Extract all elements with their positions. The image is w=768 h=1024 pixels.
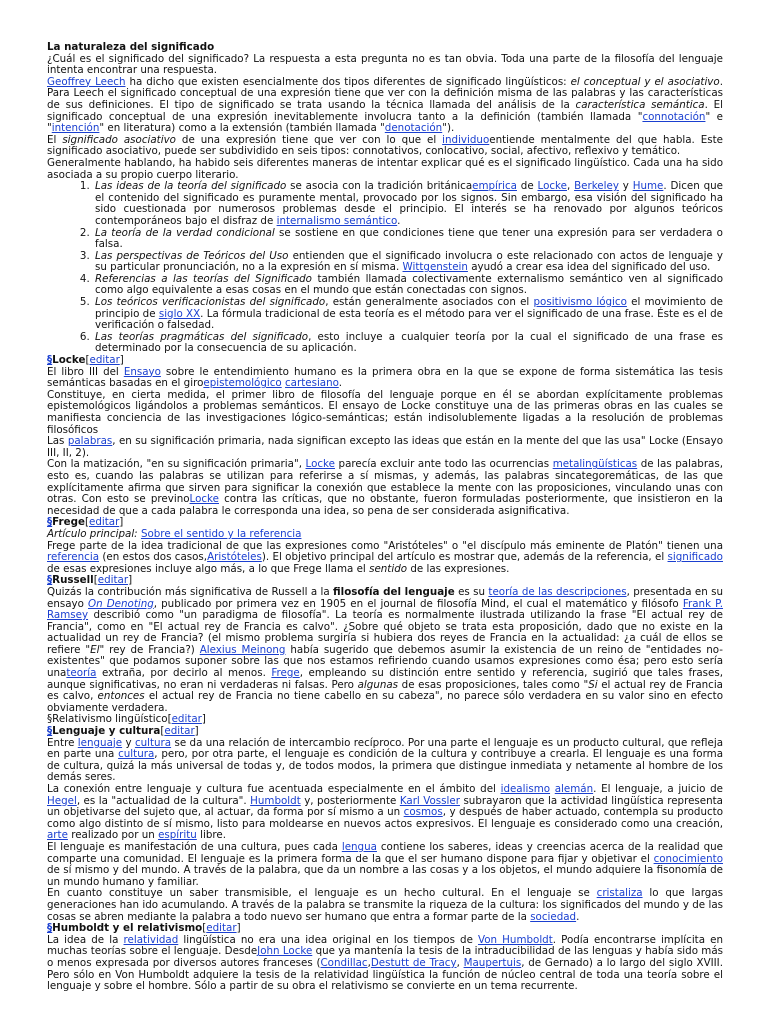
text: , de Gernado) a lo largo del siglo XVIII. Pero sólo en Von Humboldt adquiere la tesis de la relatividad lingüística la función de núcleo central de toda una teoría sobre el lenguaje y sobre el hombre. Sólo a partir de su obra el relativismo se convierte en un tema recurrente.: [47, 956, 723, 993]
link-metalinguisticas[interactable]: metalingüísticas: [552, 458, 638, 471]
text: .: [397, 214, 401, 227]
text: filosofía del lenguaje: [333, 585, 455, 598]
text: contiene los saberes, ideas y creencias acerca de la realidad que comparte una comunidad. El lenguaje es la primera forma de la que el ser humano dispone para fijar y objetivar el: [47, 840, 723, 865]
text: algunas: [357, 678, 399, 691]
list-item: [93, 251, 723, 274]
locke-paragraph-4: [47, 459, 723, 517]
text: y: [122, 736, 135, 749]
text: Lenguaje y cultura: [52, 725, 161, 738]
text: " en literatura) como a la extensión (también llamada ": [99, 122, 385, 135]
link-individuo[interactable]: individuo: [442, 133, 490, 146]
section-anchor[interactable]: §: [47, 574, 53, 587]
text: . El lenguaje, a juicio de: [593, 783, 723, 795]
text: de las expresiones.: [407, 562, 510, 575]
link-cosmos[interactable]: cosmos: [403, 806, 443, 819]
link-john-locke[interactable]: John Locke: [257, 945, 313, 958]
text: y, posteriormente: [300, 794, 400, 807]
text: " e ": [47, 110, 723, 135]
text: lingüística no era una idea original en los tiempos de: [178, 933, 479, 946]
text: .: [338, 377, 343, 390]
text: significado asociativo: [62, 133, 176, 146]
link-humboldt[interactable]: Humboldt: [250, 794, 301, 807]
link-locke[interactable]: Locke: [189, 493, 219, 506]
list-item: [93, 181, 723, 227]
text: libre.: [196, 829, 226, 842]
text: parecía excluir ante todo las ocurrencias: [334, 458, 553, 471]
general-paragraph: Generalmente hablando, ha habido seis diferentes maneras de intentar explicar qué es el significado lingüístico. Cada una ha sido asociada a su propio cuerpo literario.: [47, 156, 723, 181]
link-cultura[interactable]: cultura: [134, 736, 172, 749]
link-idealismo[interactable]: idealismo: [500, 783, 551, 795]
text: es su: [454, 585, 489, 598]
locke-paragraph-3: [47, 436, 723, 459]
text: (en estos dos casos,: [99, 551, 208, 564]
text: [editar]: [84, 516, 124, 529]
link-teoria-descripciones[interactable]: teoría de las descripciones: [488, 585, 627, 598]
text: entonces: [97, 690, 145, 703]
link-positivismo-logico[interactable]: positivismo lógico: [533, 296, 627, 309]
link-destutt-de-tracy[interactable]: Destutt de Tracy: [370, 956, 457, 969]
edit-link-cultura[interactable]: editar: [164, 725, 195, 738]
text: de una expresión tiene que ver con lo que el: [175, 133, 443, 146]
text: de las palabras, esto es, cuando las palabras se utilizan para referirse a sí mismas, y además, las palabras sincategoremáticas, de las que explícitamente afirma que sirven para significar la conexión que establece la mente con las proposiciones, vinculando unas con otras. Con esto se previno: [47, 458, 723, 506]
text: Frege parte de la idea tradicional de que las expresiones como "Aristóteles" o "el discípulo más eminente de Platón" tienen una: [47, 539, 723, 552]
locke-paragraph-2: Constituye, en cierta medida, el primer libro de filosofía del lenguaje porque en él se abordan explícitamente problemas epistemológicos ligándolos a problemas semánticos. El ensayo de Locke constituye una de las primeras obras en las cuales se manifiesta conciencia de las investigaciones lógico-semánticas; están indisolublemente ligadas a la resolución de problemas filosóficos: [47, 388, 723, 436]
list-item: [93, 297, 723, 332]
text: ,: [456, 956, 464, 969]
link-referencia[interactable]: referencia: [47, 551, 100, 564]
text: " rey de Francia?): [99, 643, 200, 656]
text: de: [516, 180, 538, 193]
cultura-paragraph-1: [47, 738, 723, 784]
link-frege[interactable]: Frege: [271, 667, 300, 680]
section-anchor[interactable]: §: [47, 354, 53, 367]
text: Los teóricos verificacionistas del significado: [95, 296, 326, 309]
text: Las ideas de la teoría del significado: [95, 180, 287, 193]
link-epistemologico[interactable]: epistemológico: [203, 377, 282, 390]
text: , y después de haber actuado, contempla su producto como algo distinto de sí mismo, listo para moldearse en nuevos actos expresivos. El lenguaje es considerado como una creación,: [47, 806, 723, 830]
text: [editar]: [85, 354, 124, 367]
text: entiende mentalmente del que habla. Este significado asociativo, puede ser subdividido en seis tipos: connotativos, conlocativo, social, afectivo, reflexivo y temático.: [47, 133, 723, 158]
link-relatividad[interactable]: relatividad: [123, 933, 179, 946]
intro-paragraph: ¿Cuál es el significado del significado? La respuesta a esta pregunta no es tan obvia. Toda una parte de la filosofía del lenguaje intenta encontrar una respuesta.: [47, 52, 723, 77]
article-title: La naturaleza del significado: [47, 41, 215, 53]
link-aristoteles[interactable]: Aristóteles: [207, 551, 262, 564]
cultura-paragraph-2: [47, 784, 723, 842]
locke-paragraph-1: [47, 367, 723, 390]
link-locke[interactable]: Locke: [305, 458, 335, 471]
text: , publicado por primera vez en 1905 en el journal de filosofía Mind, el cual el matemático y filósofo: [153, 597, 683, 610]
link-significado[interactable]: significado: [667, 551, 723, 564]
text: Las perspectivas de Teóricos del Uso: [95, 249, 289, 262]
text: Entre: [47, 736, 78, 749]
link-espiritu[interactable]: espíritu: [158, 829, 197, 842]
link-palabras[interactable]: palabras: [67, 435, 113, 448]
link-cartesiano[interactable]: cartesiano: [285, 377, 339, 390]
asociativo-paragraph: [47, 135, 723, 158]
text: El lenguaje es manifestación de una cultura, pues cada: [47, 840, 342, 853]
text: El libro III del: [47, 365, 124, 378]
text: , pero, por otra parte, el lenguaje es condición de la cultura y contribuye a crearla. El lenguaje es una forma de cultura, quizá la más universal de todas y, de todos modos, la primera que distingue inmediata y netamente al hombre de los demás seres.: [47, 748, 723, 784]
text: de esas proposiciones, tales como ": [398, 678, 589, 691]
text: , es la "actualidad de la cultura".: [76, 794, 251, 807]
text: , en su significación primaria, nada significan excepto las ideas que están en la mente del que las usa" Locke (Ensayo III, II, 2).: [47, 435, 723, 459]
edit-link-humboldt[interactable]: editar: [206, 922, 237, 935]
text: ,: [566, 180, 575, 193]
text: de sí mismo y del mundo. A través de la palabra, que da un nombre a las cosas y a los objetos, el mundo adquiere la fisonomía de un mundo humano y familiar.: [47, 864, 723, 888]
text: , presentada en su ensayo: [47, 585, 723, 610]
text: . Dicen que el contenido del significado es puramente mental, provocado por los signos. Sin embargo, esa visión del significado ha sido cuestionada por numerosos problemas desde el principio. El interés se ha renovado por algunos teóricos contemporáneos bajo el disfraz de: [95, 180, 723, 227]
text: lo que largas generaciones han ido acumulando. A través de la palabra se transmite la riqueza de la cultura: los significados del mundo y de las cosas se abren mediante la palabra a todo nuevo ser humano que entra a formar parte de la: [47, 887, 723, 923]
text: contra las críticas, que no obstante, fueron formuladas posteriormente, que insistieron en la necesidad de que a cada palabra le corresponda una idea, so pena de ser considerada asignificativa.: [47, 493, 723, 517]
text: . La fórmula tradicional de esta teoría es el método para ver el significado de una frase. Éste es el de verificación o falsedad.: [95, 307, 723, 332]
cultura-paragraph-3: [47, 842, 723, 888]
text: Artículo principal:: [47, 527, 138, 540]
text: Si: [588, 678, 598, 691]
section-anchor[interactable]: §: [47, 516, 53, 529]
text: subrayaron que la actividad lingüística representa un objetivarse del sujeto que, al actuar, da forma por sí mismo a un: [47, 794, 723, 819]
text: ").: [442, 122, 455, 135]
text: . Podía encontrarse implícita en muchas teorías sobre el lenguaje. Desde: [47, 933, 723, 958]
text: ha dicho que existen esencialmente dos tipos diferentes de significado lingüísticos:: [125, 75, 571, 88]
link-alexius-meinong[interactable]: Alexius Meinong: [199, 643, 286, 656]
text: entienden que el significado involucra o este relacionado con actos de lenguaje y su particular pronunciación, no a la expresión en sí misma.: [95, 249, 723, 274]
link-karl-vossler[interactable]: Karl Vossler: [399, 794, 460, 807]
text: [editar]: [93, 574, 133, 587]
text: de esas expresiones incluye algo más, a lo que Frege llama el: [47, 562, 370, 575]
text: sobre le entendimiento humano es la primera obra en la que se expone de forma sistemática las tesis semánticas basadas en el giro: [47, 365, 723, 390]
link-geoffrey-leech[interactable]: Geoffrey Leech: [47, 75, 126, 88]
link-hegel[interactable]: Hegel: [47, 794, 77, 807]
text: sentido: [369, 562, 408, 575]
text: La conexión entre lenguaje y cultura fue acentuada especialmente en el ámbito del: [47, 783, 501, 795]
text: .: [576, 910, 580, 923]
text: se da una relación de intercambio recíproco. Por una parte el lenguaje es un producto cultural, que refleja en parte una: [47, 736, 724, 761]
russell-paragraph: [47, 587, 723, 715]
link-lenguaje[interactable]: lenguaje: [77, 736, 123, 749]
link-ensayo[interactable]: Ensayo: [123, 365, 161, 378]
cultura-paragraph-4: [47, 888, 723, 923]
text: ayudó a crear esa idea del significado del uso.: [467, 261, 711, 274]
text: característica semántica: [575, 98, 705, 111]
text: se asocia con la tradición británica: [286, 180, 473, 193]
link-locke[interactable]: Locke: [537, 180, 567, 193]
text: que ya mantenía la tesis de la intraducibilidad de las lenguas y había sido más o menos expresada por diversos autores franceses (: [47, 945, 724, 969]
leech-paragraph: [47, 77, 723, 135]
link-siglo-xx[interactable]: siglo XX: [158, 307, 201, 320]
edit-link-locke[interactable]: editar: [89, 354, 120, 367]
relativismo-heading: §Relativismo lingüístico[editar]: [47, 713, 206, 726]
section-anchor[interactable]: §: [47, 922, 53, 935]
text: , están generalmente asociados con el: [325, 296, 534, 309]
humboldt-paragraph: [47, 935, 723, 993]
text: el conceptual y el asociativo: [570, 75, 720, 88]
edit-link-relativismo[interactable]: editar: [171, 713, 202, 726]
text: Referencias a las teorías del Significado: [95, 272, 312, 285]
text: Con la matización, "en su significación primaria",: [47, 458, 306, 471]
link-aleman[interactable]: alemán: [554, 783, 594, 795]
text: y: [618, 180, 633, 193]
link-berkeley[interactable]: Berkeley: [574, 180, 619, 193]
text: . El significado conceptual de una expresión inevitablemente involucra tanto a la definición (también llamada ": [47, 98, 723, 123]
link-cultura[interactable]: cultura: [118, 748, 155, 761]
text: también llamada colectivamente externalismo semántico ven al significado como algo equivalente a esas cosas en el mundo que están conectadas con signos.: [95, 272, 723, 297]
link-lengua[interactable]: lengua: [341, 840, 377, 853]
text: [editar]: [202, 922, 241, 935]
text: Humboldt y el relativismo: [52, 922, 203, 935]
link-frank-ramsey[interactable]: Frank P. Ramsey: [47, 597, 723, 622]
text: . Para Leech el significado conceptual de una expresión tiene que ver con la definición misma de las palabras y las características de sus definiciones. El tipo de significado se trata usando la técnica llamada del análisis de la: [47, 75, 723, 111]
text: el movimiento de principio de: [95, 296, 724, 320]
text: describió como "un paradigma de filosofía". La teoría es normalmente ilustrada utilizando la frase "El actual rey de Francia", como en "El actual rey de Francia es calvo". ¿Sobre qué objeto se trata esta proposición, dado que no existe en la actualidad un rey de Francia? (el mismo problema surgiría si hubiera dos reyes de Francia en la actualidad: ¿a cuál de ellos se refiere ": [47, 609, 723, 656]
text: realizado por un: [67, 829, 159, 842]
list-item: [93, 332, 723, 355]
link-arte[interactable]: arte: [47, 829, 68, 842]
text: el actual rey de Francia es calvo,: [47, 678, 723, 703]
link-hume[interactable]: Hume: [632, 180, 664, 193]
text: , empleando su distinción entre sentido y referencia, sugirió que tales frases, aunque significativas, no eran ni verdaderas ni falsas. Pero: [47, 667, 723, 691]
text: el actual rey de Francia no tiene cabello en su cabeza", no parece sólo verdadera en su valor sino en efecto obviamente verdadera.: [47, 690, 723, 714]
text: La idea de la: [47, 933, 124, 946]
link-conocimiento[interactable]: conocimiento: [653, 852, 723, 865]
edit-link-russell[interactable]: editar: [97, 574, 129, 587]
link-cristaliza[interactable]: cristaliza: [596, 887, 643, 900]
text: Russell: [52, 574, 94, 587]
link-condillac[interactable]: Condillac: [320, 956, 368, 969]
link-empirica[interactable]: empírica: [472, 180, 517, 193]
text: [editar]: [160, 725, 199, 738]
document: [47, 42, 723, 993]
link-connotacion[interactable]: connotación: [642, 110, 706, 123]
list-item: [93, 274, 723, 297]
text: , esto incluye a cualquier teoría por la cual el significado de una frase es determinado por la consecuencia de su aplicación.: [95, 330, 723, 355]
text: Frege: [52, 516, 85, 529]
text: ,: [367, 956, 371, 969]
link-wittgenstein[interactable]: Wittgenstein: [402, 261, 468, 274]
text: extraña, por decirlo al menos.: [96, 667, 272, 680]
link-von-humboldt[interactable]: Von Humboldt: [478, 933, 553, 946]
text: Locke: [52, 354, 86, 367]
link-sociedad[interactable]: sociedad: [530, 910, 577, 923]
list-item: [93, 228, 723, 251]
text: En cuanto constituye un saber transmisible, el lenguaje es un hecho cultural. En el lenguaje se: [47, 887, 597, 900]
link-on-denoting[interactable]: On Denoting: [88, 597, 154, 610]
text: §Relativismo lingüístico: [47, 713, 168, 726]
link-teoria[interactable]: teoría: [66, 667, 97, 680]
text: El: [47, 133, 63, 146]
link-sobre-el-sentido[interactable]: Sobre el sentido y la referencia: [140, 527, 302, 540]
edit-link-frege[interactable]: editar: [88, 516, 120, 529]
text: Las: [47, 435, 68, 448]
link-denotacion[interactable]: denotación: [384, 122, 443, 135]
link-internalismo-semantico[interactable]: internalismo semántico: [276, 214, 398, 227]
frege-paragraph: [47, 541, 723, 576]
text: El: [90, 643, 100, 656]
link-intencion[interactable]: intención: [51, 122, 100, 135]
text: se sostiene en que condiciones tiene que tener una expresión para ser verdadera o falsa.: [95, 226, 723, 251]
text: Las teorías pragmáticas del significado: [95, 330, 309, 343]
link-maupertuis[interactable]: Maupertuis: [463, 956, 522, 969]
text: Quizás la contribución más significativa de Russell a la: [47, 585, 334, 598]
theories-list: [47, 181, 723, 355]
text: ). El objetivo principal del artículo es mostrar que, además de la referencia, el: [261, 551, 668, 564]
text: La teoría de la verdad condicional: [95, 226, 275, 239]
text: había sugerido que debemos asumir la existencia de un reino de "entidades no-existentes" que podamos suponer sobre las que nos estamos refiriendo cuando usamos expresiones como ésa; pero esto sería una: [47, 643, 724, 680]
section-anchor[interactable]: §: [47, 725, 53, 738]
